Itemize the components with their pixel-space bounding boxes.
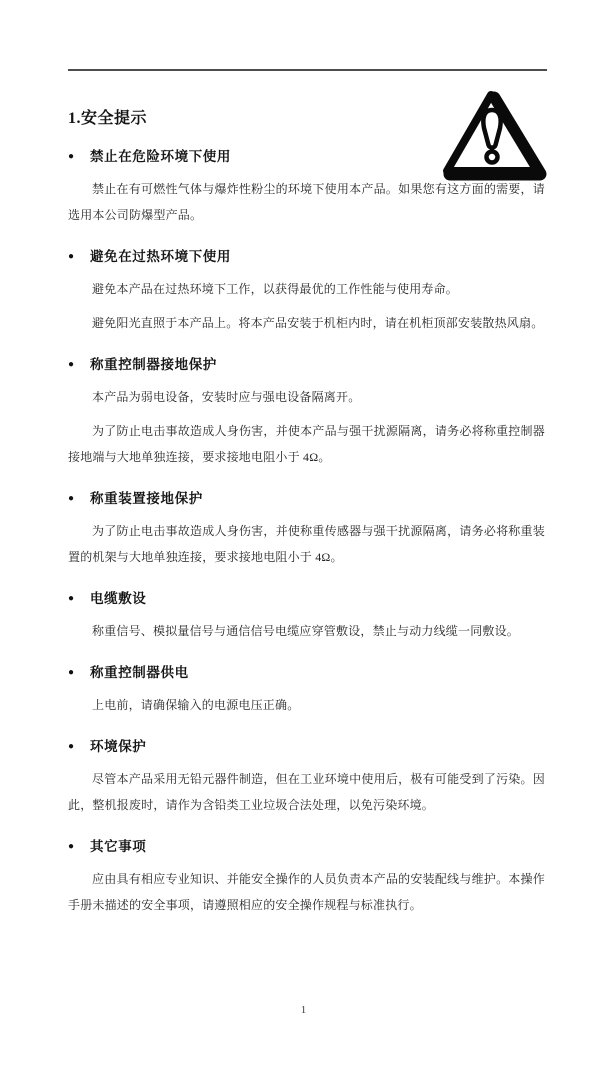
safety-section (68, 662, 545, 718)
safety-section (68, 488, 545, 570)
section-paragraph: 禁止在有可燃性气体与爆炸性粉尘的环境下使用本产品。如果您有这方面的需要，请选用本公司防爆型产品。 (68, 182, 545, 222)
bullet-icon: ● (68, 251, 75, 262)
safety-section (68, 736, 545, 818)
section-paragraph: 应由具有相应专业知识、并能安全操作的人员负责本产品的安装配线与维护。本操作手册未描述的安全事项，请遵照相应的安全操作规程与标准执行。 (68, 872, 545, 912)
section-paragraphs (68, 176, 545, 228)
section-head (68, 588, 545, 610)
section-paragraphs (68, 384, 545, 470)
header-rule (68, 69, 547, 71)
section-paragraph: 尽管本产品采用无铅元器件制造，但在工业环境中使用后，极有可能受到了污染。因此，整机报废时，请作为含铅类工业垃圾合法处理，以免污染环境。 (68, 772, 545, 812)
safety-section (68, 354, 545, 470)
safety-section (68, 146, 545, 228)
section-heading: 称重装置接地保护 (90, 491, 203, 506)
section-paragraphs (68, 766, 545, 818)
section-heading: 称重控制器供电 (90, 665, 189, 680)
section-heading: 环境保护 (90, 739, 147, 754)
section-heading: 其它事项 (90, 839, 147, 854)
section-head (68, 146, 545, 168)
section-heading: 电缆敷设 (90, 591, 147, 606)
bullet-icon: ● (68, 493, 75, 504)
section-heading: 避免在过热环境下使用 (90, 249, 231, 264)
section-head (68, 662, 545, 684)
page-number: 1 (300, 1004, 307, 1016)
section-paragraphs (68, 866, 545, 918)
bullet-icon: ● (68, 841, 75, 852)
safety-section (68, 588, 545, 644)
sections (68, 146, 545, 918)
section-head (68, 246, 545, 268)
section-head (68, 836, 545, 858)
section-paragraph: 上电前，请确保输入的电源电压正确。 (92, 698, 300, 712)
bullet-icon: ● (68, 593, 75, 604)
section-paragraph: 本产品为弱电设备，安装时应与强电设备隔离开。 (92, 390, 361, 404)
section-paragraph: 避免本产品在过热环境下工作，以获得最优的工作性能与使用寿命。 (92, 282, 459, 296)
section-head (68, 488, 545, 510)
bullet-icon: ● (68, 667, 75, 678)
section-paragraph: 为了防止电击事故造成人身伤害，并使称重传感器与强干扰源隔离，请务必将称重装置的机架与大地单独连接，要求接地电阻小于 4Ω。 (68, 524, 545, 564)
section-paragraph: 避免阳光直照于本产品上。将本产品安装于机柜内时，请在机柜顶部安装散热风扇。 (92, 316, 544, 330)
section-paragraphs (68, 692, 545, 718)
safety-section (68, 836, 545, 918)
section-paragraphs (68, 518, 545, 570)
section-head (68, 354, 545, 376)
section-paragraph: 为了防止电击事故造成人身伤害，并使本产品与强干扰源隔离，请务必将称重控制器接地端与大地单独连接，要求接地电阻小于 4Ω。 (68, 424, 545, 464)
page-title: 1.安全提示 (68, 110, 148, 127)
section-paragraphs (68, 276, 545, 336)
bullet-icon: ● (68, 359, 75, 370)
section-paragraphs (68, 618, 545, 644)
section-head (68, 736, 545, 758)
section-heading: 称重控制器接地保护 (90, 357, 217, 372)
section-heading: 禁止在危险环境下使用 (90, 149, 231, 164)
bullet-icon: ● (68, 741, 75, 752)
safety-section (68, 246, 545, 336)
bullet-icon: ● (68, 151, 75, 162)
section-paragraph: 称重信号、模拟量信号与通信信号电缆应穿管敷设，禁止与动力线缆一同敷设。 (92, 624, 520, 638)
